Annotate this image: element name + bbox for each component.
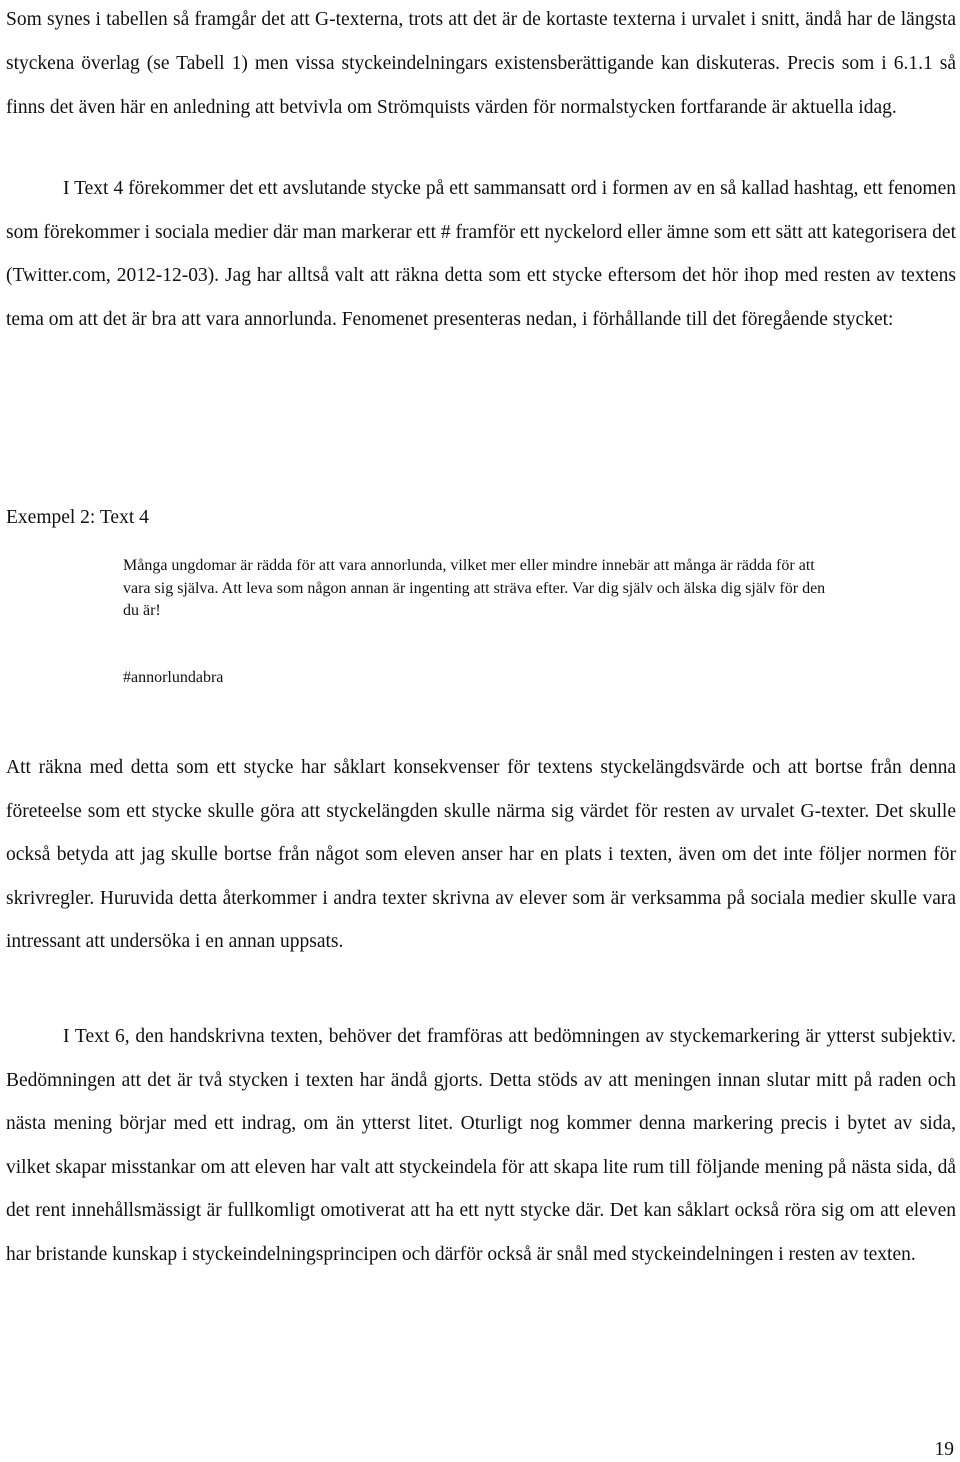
paragraph-consequences: Att räkna med detta som ett stycke har såklart konsekvenser för textens styckelängdsvärde och att bortse från denna företeelse som ett stycke skulle göra att styckelängden skulle närma sig värdet för resten av urvalet G-texter. Det skulle också betyda att jag skulle bortse från något som eleven anser har en plats i texten, även om det inte följer normen för skrivregler. Huruvida detta återkommer i andra texter skrivna av elever som är verksamma på sociala medier skulle vara intressant att undersöka i en annan uppsats. bbox=[6, 757, 956, 952]
paragraph-table-discussion: Som synes i tabellen så framgår det att G-texterna, trots att det är de kortaste texterna i urvalet i snitt, ändå har de längsta styckena överlag (se Tabell 1) men vissa styckeindelningars existensberättigande kan diskuteras. Precis som i 6.1.1 så finns det även här en anledning att betvivla om Strömquists värden för normalstycken fortfarande är aktuella idag. bbox=[6, 9, 956, 118]
paragraph-hashtag-intro: I Text 4 förekommer det ett avslutande stycke på ett sammansatt ord i formen av en så kallad hashtag, ett fenomen som förekommer i sociala medier där man markerar ett # framför ett nyckelord eller ämne som ett sätt att kategorisera det (Twitter.com, 2012-12-03). Jag har alltså valt att räkna detta som ett stycke eftersom det hör ihop med resten av textens tema om att det är bra att vara annorlunda. Fenomenet presenteras nedan, i förhållande till det föregående stycket: bbox=[6, 178, 956, 330]
example-heading: Exempel 2: Text 4 bbox=[6, 507, 149, 528]
example-hashtag: #annorlundabra bbox=[123, 669, 224, 686]
paragraph-text6: I Text 6, den handskrivna texten, behöver det framföras att bedömningen av styckemarkering är ytterst subjektiv. Bedömningen att det är två stycken i texten har ändå gjorts. Detta stöds av att meningen innan slutar mitt på raden och nästa mening börjar med ett indrag, om än ytterst litet. Oturligt nog kommer denna markering precis i bytet av sida, vilket skapar misstankar om att eleven har valt att styckeindela för att skapa lite rum till följande mening på nästa sida, då det rent innehållsmässigt är fullkomligt omotiverat att ha ett nytt stycke där. Det kan såklart också röra sig om att eleven har bristande kunskap i styckeindelningsprincipen och därför också är snål med styckeindelningen i resten av texten. bbox=[6, 1026, 956, 1265]
page-number: 19 bbox=[934, 1439, 954, 1460]
example-quote: Många ungdomar är rädda för att vara annorlunda, vilket mer eller mindre innebär att många är rädda för att vara sig själva. Att leva som någon annan är ingenting att sträva efter. Var dig själv och älska dig själv för den du är! bbox=[123, 557, 826, 619]
